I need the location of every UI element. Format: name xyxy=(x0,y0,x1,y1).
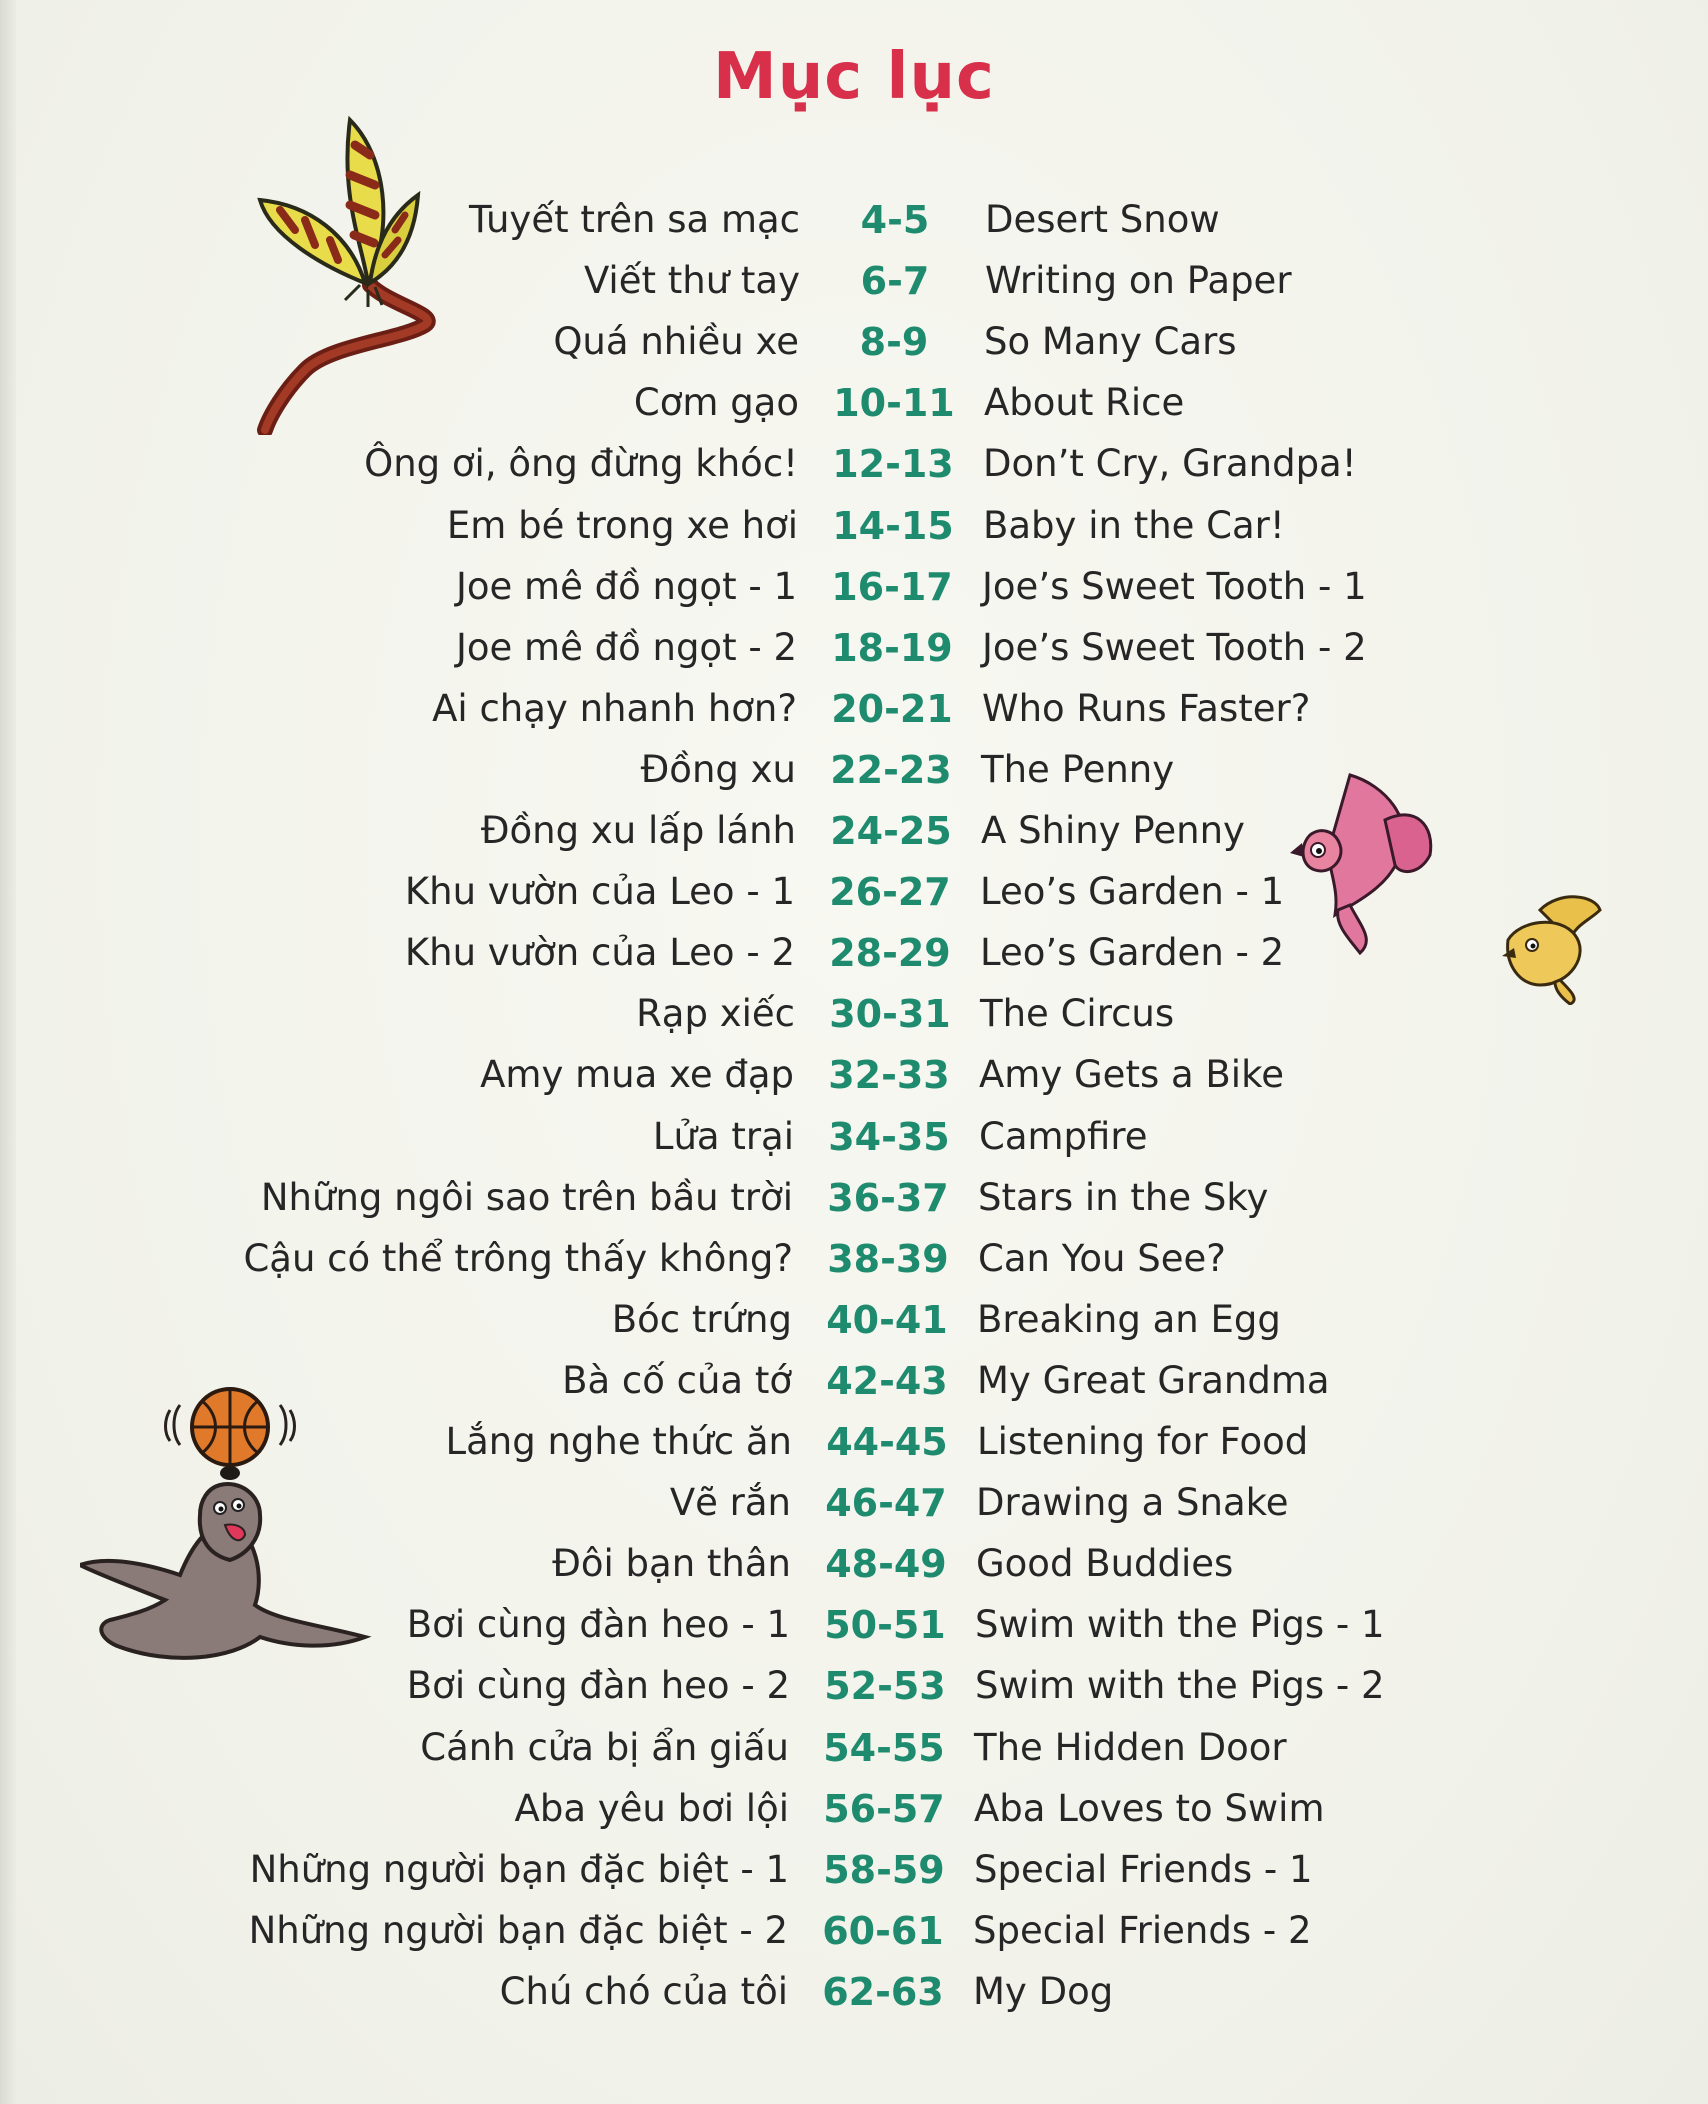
toc-title-english: Amy Gets a Bike xyxy=(979,1053,1284,1096)
toc-title-english: Writing on Paper xyxy=(985,259,1292,302)
toc-row xyxy=(0,1718,1708,1778)
toc-title-vietnamese: Những ngôi sao trên bầu trời xyxy=(260,1176,793,1219)
toc-row xyxy=(0,190,1708,250)
toc-page-range: 54-55 xyxy=(823,1726,945,1770)
toc-title-english: Can You See? xyxy=(978,1237,1226,1280)
toc-title-english: Special Friends - 2 xyxy=(973,1909,1312,1952)
toc-row xyxy=(0,1962,1708,2022)
toc-title-english: Listening for Food xyxy=(977,1420,1309,1463)
toc-page-range: 62-63 xyxy=(822,1970,944,2014)
toc-title-vietnamese: Lắng nghe thức ăn xyxy=(445,1420,792,1463)
toc-page-range: 40-41 xyxy=(826,1298,948,1342)
toc-title-english: Baby in the Car! xyxy=(983,504,1285,547)
toc-row xyxy=(0,434,1708,494)
toc-page-range: 30-31 xyxy=(829,992,951,1036)
toc-page-range: 18-19 xyxy=(831,626,953,670)
toc-row xyxy=(0,251,1708,311)
toc-row xyxy=(0,557,1708,617)
toc-title-vietnamese: Đôi bạn thân xyxy=(552,1542,791,1585)
toc-title-english: Leo’s Garden - 2 xyxy=(980,931,1285,974)
toc-title-english: Desert Snow xyxy=(985,198,1220,241)
toc-title-vietnamese: Đồng xu lấp lánh xyxy=(480,809,796,852)
toc-title-vietnamese: Viết thư tay xyxy=(583,259,800,302)
toc-page-range: 6-7 xyxy=(860,259,930,303)
toc-title-vietnamese: Cơm gạo xyxy=(633,381,799,424)
toc-title-vietnamese: Ông ơi, ông đừng khóc! xyxy=(364,442,798,485)
toc-title-vietnamese: Amy mua xe đạp xyxy=(480,1053,794,1096)
toc-page-range: 38-39 xyxy=(827,1237,949,1281)
toc-row xyxy=(0,1656,1708,1716)
toc-title-english: Who Runs Faster? xyxy=(982,687,1311,730)
toc-title-vietnamese: Bơi cùng đàn heo - 2 xyxy=(406,1664,790,1707)
toc-page-range: 32-33 xyxy=(828,1053,950,1097)
toc-title-english: Joe’s Sweet Tooth - 1 xyxy=(982,565,1367,608)
toc-page-range: 34-35 xyxy=(828,1115,950,1159)
toc-title-english: The Hidden Door xyxy=(974,1726,1287,1769)
toc-row xyxy=(0,1290,1708,1350)
toc-title-vietnamese: Quá nhiều xe xyxy=(553,320,799,363)
toc-page-range: 10-11 xyxy=(833,381,955,425)
toc-title-english: The Penny xyxy=(981,748,1175,791)
toc-page-range: 4-5 xyxy=(860,198,930,242)
toc-title-vietnamese: Bà cố của tớ xyxy=(562,1359,792,1402)
toc-title-vietnamese: Joe mê đồ ngọt - 1 xyxy=(455,565,797,608)
toc-title-english: Swim with the Pigs - 1 xyxy=(975,1603,1385,1646)
toc-page-range: 56-57 xyxy=(823,1787,945,1831)
toc-row xyxy=(0,312,1708,372)
toc-page-range: 14-15 xyxy=(832,504,954,548)
toc-page-range: 36-37 xyxy=(827,1176,949,1220)
toc-row xyxy=(0,373,1708,433)
toc-page-range: 16-17 xyxy=(831,565,953,609)
toc-title-english: Drawing a Snake xyxy=(976,1481,1289,1524)
toc-title-vietnamese: Cánh cửa bị ẩn giấu xyxy=(420,1726,789,1769)
toc-page-range: 58-59 xyxy=(823,1848,945,1892)
toc-row xyxy=(0,1595,1708,1655)
toc-title-english: Joe’s Sweet Tooth - 2 xyxy=(982,626,1367,669)
toc-title-vietnamese: Rạp xiếc xyxy=(636,992,795,1035)
toc-row xyxy=(0,1840,1708,1900)
toc-title-english: Good Buddies xyxy=(976,1542,1234,1585)
toc-title-english: So Many Cars xyxy=(984,320,1237,363)
toc-row xyxy=(0,1534,1708,1594)
toc-row xyxy=(0,1412,1708,1472)
toc-page-range: 8-9 xyxy=(859,320,929,364)
toc-title-english: Breaking an Egg xyxy=(977,1298,1281,1341)
toc-row xyxy=(0,1229,1708,1289)
toc-title-vietnamese: Những người bạn đặc biệt - 2 xyxy=(248,1909,788,1952)
toc-title-english: A Shiny Penny xyxy=(981,809,1245,852)
toc-row xyxy=(0,984,1708,1044)
toc-row xyxy=(0,1901,1708,1961)
toc-title-vietnamese: Khu vườn của Leo - 2 xyxy=(404,931,795,974)
toc-row xyxy=(0,496,1708,556)
toc-title-vietnamese: Vẽ rắn xyxy=(669,1481,791,1524)
toc-title-english: My Dog xyxy=(973,1970,1114,2013)
toc-page-range: 50-51 xyxy=(824,1603,946,1647)
toc-title-english: Stars in the Sky xyxy=(978,1176,1269,1219)
toc-title-english: Don’t Cry, Grandpa! xyxy=(983,442,1357,485)
toc-title-vietnamese: Joe mê đồ ngọt - 2 xyxy=(455,626,797,669)
toc-title-vietnamese: Những người bạn đặc biệt - 1 xyxy=(249,1848,789,1891)
toc-title-english: Leo’s Garden - 1 xyxy=(980,870,1285,913)
toc-page-range: 26-27 xyxy=(829,870,951,914)
toc-row xyxy=(0,1779,1708,1839)
toc-row xyxy=(0,1168,1708,1228)
toc-row xyxy=(0,679,1708,739)
toc-title-vietnamese: Đồng xu xyxy=(640,748,796,791)
toc-row xyxy=(0,923,1708,983)
toc-page-range: 20-21 xyxy=(831,687,953,731)
toc-page-range: 46-47 xyxy=(825,1481,947,1525)
toc-row xyxy=(0,1045,1708,1105)
toc-page-range: 24-25 xyxy=(830,809,952,853)
toc-row xyxy=(0,1473,1708,1533)
toc-title-vietnamese: Khu vườn của Leo - 1 xyxy=(404,870,795,913)
toc-title-vietnamese: Em bé trong xe hơi xyxy=(446,504,798,547)
toc-title-english: Special Friends - 1 xyxy=(974,1848,1313,1891)
toc-title-vietnamese: Bóc trứng xyxy=(611,1298,792,1341)
toc-page-range: 12-13 xyxy=(832,442,954,486)
toc-title-vietnamese: Tuyết trên sa mạc xyxy=(468,198,800,241)
toc-title-vietnamese: Chú chó của tôi xyxy=(499,1970,788,2013)
toc-title-english: Swim with the Pigs - 2 xyxy=(975,1664,1385,1707)
toc-title-english: Aba Loves to Swim xyxy=(974,1787,1325,1830)
toc-title-vietnamese: Cậu có thể trông thấy không? xyxy=(243,1237,793,1280)
toc-row xyxy=(0,740,1708,800)
toc-page-range: 28-29 xyxy=(829,931,951,975)
toc-page-range: 48-49 xyxy=(825,1542,947,1586)
toc-page-range: 22-23 xyxy=(830,748,952,792)
toc-page-range: 52-53 xyxy=(824,1664,946,1708)
toc-page-range: 44-45 xyxy=(826,1420,948,1464)
toc-page-range: 60-61 xyxy=(822,1909,944,1953)
toc-title-english: The Circus xyxy=(980,992,1175,1035)
toc-page-range: 42-43 xyxy=(826,1359,948,1403)
toc-title-vietnamese: Aba yêu bơi lội xyxy=(514,1787,789,1830)
toc-row xyxy=(0,1107,1708,1167)
toc-title-english: About Rice xyxy=(984,381,1185,424)
toc-row xyxy=(0,618,1708,678)
toc-row xyxy=(0,1351,1708,1411)
toc-row xyxy=(0,862,1708,922)
toc-title-english: My Great Grandma xyxy=(977,1359,1330,1402)
toc-title-vietnamese: Bơi cùng đàn heo - 1 xyxy=(406,1603,790,1646)
toc-title-vietnamese: Lửa trại xyxy=(652,1115,794,1158)
toc-title-english: Campfire xyxy=(979,1115,1148,1158)
toc-row xyxy=(0,801,1708,861)
page-title: Mục lục xyxy=(713,40,995,114)
toc-title-vietnamese: Ai chạy nhanh hơn? xyxy=(432,687,797,730)
